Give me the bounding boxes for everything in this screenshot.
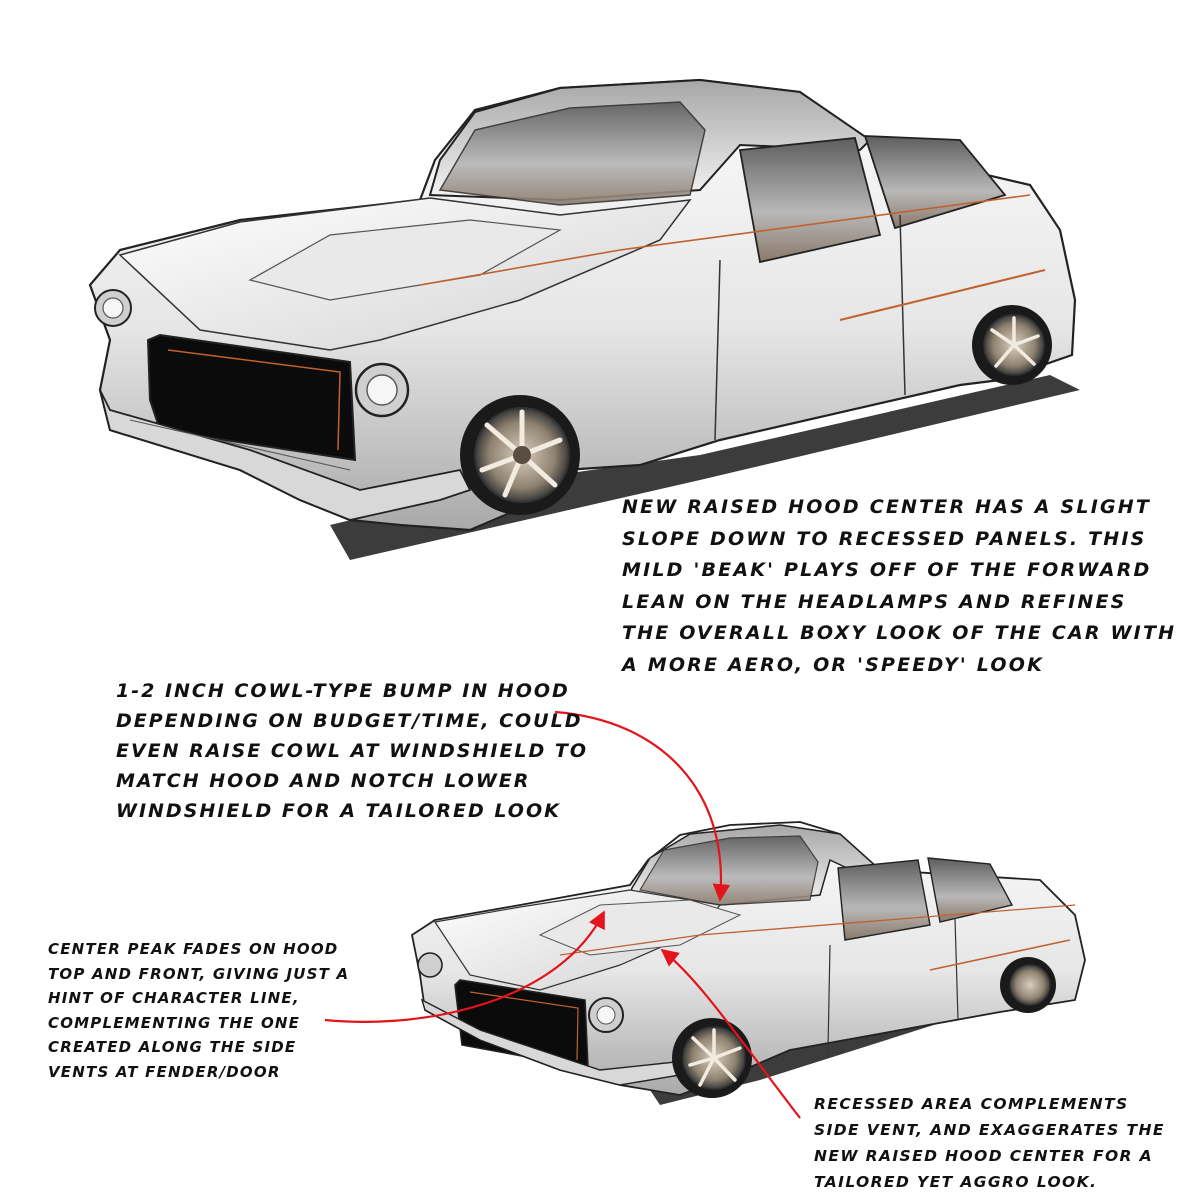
annotation-line: CREATED ALONG THE SIDE	[48, 1038, 297, 1056]
cowl-bump-annotation	[116, 676, 588, 826]
annotation-line: TOP AND FRONT, GIVING JUST A	[48, 964, 350, 983]
annotation-line: RECESSED AREA COMPLEMENTS	[814, 1095, 1129, 1113]
recessed-area-annotation	[814, 1091, 1165, 1195]
annotation-line: COMPLEMENTING THE ONE	[48, 1013, 301, 1032]
annotation-line: LEAN ON THE HEADLAMPS AND REFINES	[622, 590, 1127, 613]
annotation-line: MATCH HOOD AND NOTCH LOWER	[116, 770, 531, 792]
annotation-line: A MORE AERO, OR 'SPEEDY' LOOK	[622, 653, 1045, 676]
detail-car-icon	[412, 822, 1085, 1105]
headlight-icon	[418, 953, 442, 977]
annotation-line: THE OVERALL BOXY LOOK OF THE CAR WITH	[622, 622, 1177, 644]
annotation-line: VENTS AT FENDER/DOOR	[48, 1062, 281, 1081]
annotation-line: WINDSHIELD FOR A TAILORED LOOK	[116, 800, 561, 822]
annotation-line: HINT OF CHARACTER LINE,	[48, 989, 300, 1007]
annotation-line: MILD 'BEAK' PLAYS OFF OF THE FORWARD	[622, 559, 1152, 581]
annotation-line: EVEN RAISE COWL AT WINDSHIELD TO	[116, 740, 589, 762]
annotation-line: SIDE VENT, AND EXAGGERATES THE	[814, 1121, 1165, 1139]
annotation-line: CENTER PEAK FADES ON HOOD	[48, 940, 339, 958]
annotation-line: DEPENDING ON BUDGET/TIME, COULD	[116, 710, 583, 732]
center-peak-annotation	[48, 937, 349, 1084]
annotation-line: NEW RAISED HOOD CENTER FOR A	[814, 1147, 1154, 1165]
annotation-line: NEW RAISED HOOD CENTER HAS A SLIGHT	[622, 496, 1152, 518]
annotation-line: SLOPE DOWN TO RECESSED PANELS. THIS	[622, 527, 1147, 550]
annotation-line: 1-2 INCH COWL-TYPE BUMP IN HOOD	[116, 680, 570, 702]
hood-center-annotation	[622, 492, 1176, 681]
main-car-icon	[90, 80, 1080, 560]
annotation-line: TAILORED YET AGGRO LOOK.	[814, 1173, 1098, 1191]
